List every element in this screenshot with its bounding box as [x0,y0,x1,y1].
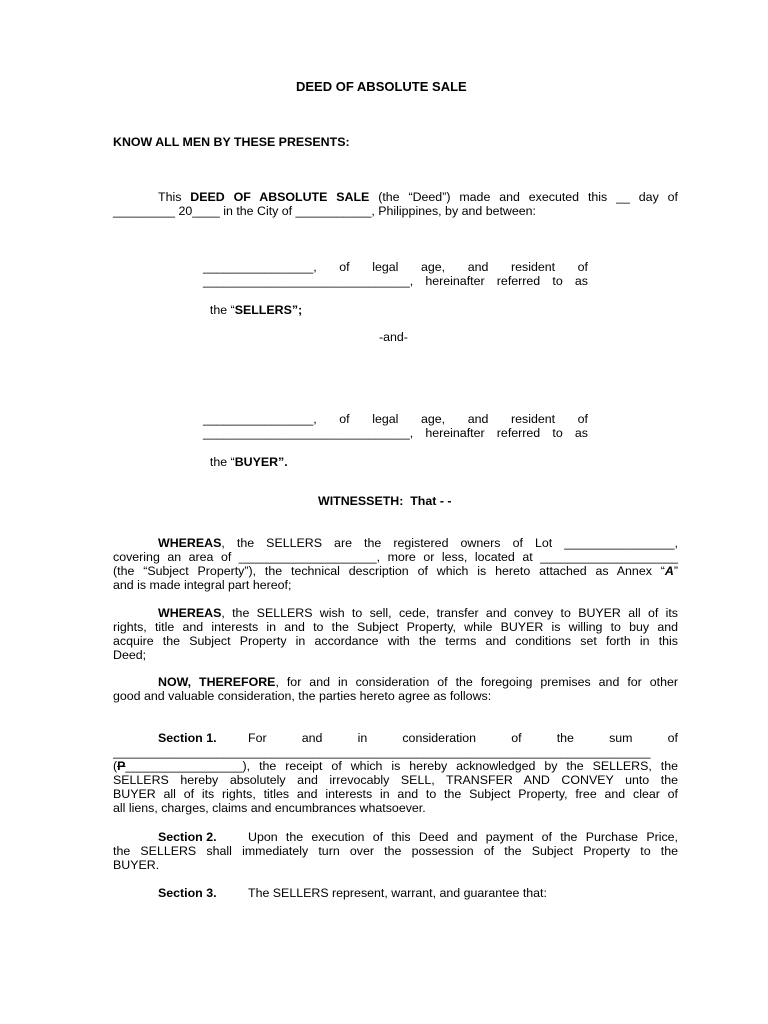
whereas1-line-4: and is made integral part hereof; [113,578,292,592]
now-therefore-line-2: good and valuable consideration, the parties hereto agree as follows: [113,689,492,703]
section2-label: Section 2. [158,830,217,844]
intro-text-a: This [158,190,191,204]
buyer-label: BUYER”. [234,455,288,469]
whereas2-keyword: WHEREAS [158,606,222,620]
sellers-the: the “ [209,303,235,317]
know-all-men-heading: KNOW ALL MEN BY THESE PRESENTS: [113,135,350,149]
peso-sign: P [117,759,126,773]
whereas2-line-2: rights, title and interests in and to the Subject Property, while BUYER is willing to buy and [113,620,678,634]
section1-line-2: ______________________________________________________________________________ [113,745,651,759]
buyer-line-3 [203,440,288,470]
section1-label: Section 1. [158,731,217,745]
and-separator: -and- [379,330,408,344]
whereas1-line-3 [113,564,678,579]
sellers-label: SELLERS”; [234,303,303,317]
section3-line-1: The SELLERS represent, warrant, and guarantee that: [248,886,547,900]
section2-line-2: the SELLERS shall immediately turn over the possession of the Subject Property to the [113,844,678,858]
section3-label: Section 3. [158,886,217,900]
now-therefore-text-1: , for and in consideration of the foregoing premises and for other [275,675,678,689]
whereas2-line-1 [158,606,678,621]
whereas2-line-4: Deed; [113,648,147,662]
now-therefore-keyword: NOW, THEREFORE [158,675,276,689]
intro-text-c: (the “Deed”) made and executed this __ day of [369,190,678,204]
whereas2-line-3: acquire the Subject Property in accordance with the terms and conditions set forth in this [113,634,678,648]
whereas2-text-1: , the SELLERS wish to sell, cede, transfer and convey to BUYER all of its [221,606,678,620]
document-title: DEED OF ABSOLUTE SALE [296,79,467,94]
intro-line-1 [158,190,678,205]
buyer-line-2: ______________________________, hereinafter referred to as [203,426,588,440]
now-therefore-line-1 [158,675,678,690]
section2-line-3: BUYER. [113,858,160,872]
section1-line-1: For and in consideration of the sum of [248,731,678,745]
whereas1-text-1: , the SELLERS are the registered owners of Lot ________________, [221,536,678,550]
intro-deed-name: DEED OF ABSOLUTE SALE [190,190,370,204]
section1-text-3c: _________________), the receipt of which is hereby acknowledged by the SELLERS, the [125,759,678,773]
section1-line-3 [113,759,678,774]
sellers-line-3 [203,288,302,318]
buyer-the: the “ [209,455,235,469]
buyer-line-1: ________________, of legal age, and resident of [203,412,588,426]
sellers-line-2: ______________________________, hereinafter referred to as [203,274,588,288]
whereas1-line-1 [158,536,678,551]
section1-paren: ( [113,759,118,773]
whereas1-text-3a: (the “Subject Property”), the technical description of which is hereto attached as Annex “ [113,564,665,578]
witnesseth-heading: WITNESSETH: That - - [318,494,452,508]
section1-line-5: BUYER all of its rights, titles and interests in and to the Subject Property, free and clear of [113,787,678,801]
whereas1-keyword: WHEREAS [158,536,222,550]
whereas1-line-2: covering an area of ____________________, more or less, located at ____________________ [113,550,678,564]
section1-line-6: all liens, charges, claims and encumbrances whatsoever. [113,801,426,815]
intro-line-2: _________ 20____ in the City of ___________, Philippines, by and between: [113,204,536,218]
sellers-line-1: ________________, of legal age, and resident of [203,260,588,274]
whereas1-text-3c: ” [673,564,678,578]
section1-line-4: SELLERS hereby absolutely and irrevocably SELL, TRANSFER AND CONVEY unto the [113,773,678,787]
annex-letter: A [664,564,674,578]
section2-line-1: Upon the execution of this Deed and payment of the Purchase Price, [248,830,678,844]
